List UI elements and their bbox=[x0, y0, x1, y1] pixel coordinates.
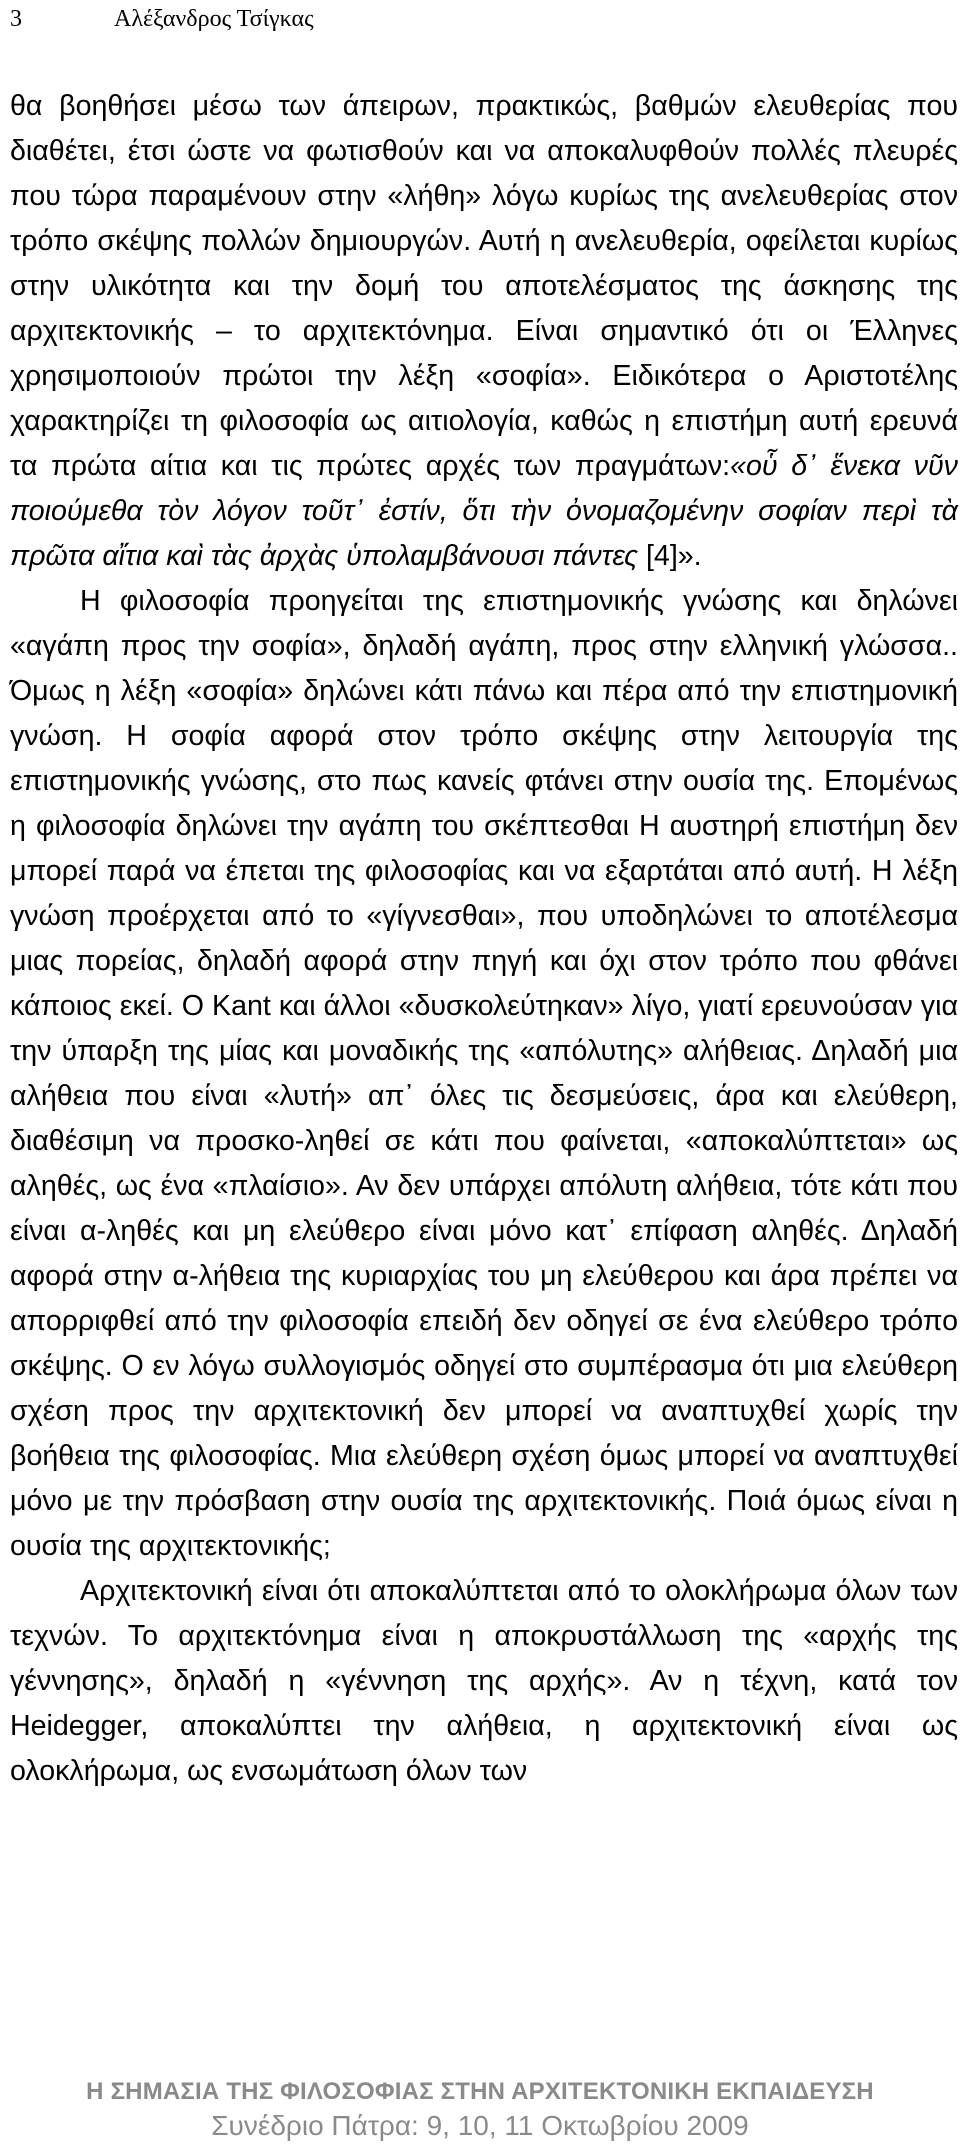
paragraph: Η φιλοσοφία προηγείται της επιστημονικής γνώσης και δηλώνει «αγάπη προς την σοφία», δηλαδή αγάπη, προς στην ελληνική γλώσσα.. Όμως η λέξη «σοφία» δηλώνει κάτι πάνω και πέρα από την επιστημονική γνώση. Η σοφία αφορά στον τρόπο σκέψης στην λειτουργία της επιστημονικής γνώσης, στο πως κανείς φτάνει στην ουσία της. Επομένως η φιλοσοφία δηλώνει την αγάπη του σκέπτεσθαι Η αυστηρή επιστήμη δεν μπορεί παρά να έπεται της φιλοσοφίας και να εξαρτάται από αυτή. Η λέξη γνώση προέρχεται από το «γίγνεσθαι», που υποδηλώνει το αποτέλεσμα μιας πορείας, δηλαδή αφορά στην πηγή και όχι στον τρόπο που φθάνει κάποιος εκεί. Ο Kant και άλλοι «δυσκολεύτηκαν» λίγο, γιατί ερευνούσαν για την ύπαρξη της μίας και μοναδικής της «απόλυτης» αλήθειας. Δηλαδή μια αλήθεια που είναι «λυτή» απ᾽ όλες τις δεσμεύσεις, άρα και ελεύθερη, διαθέσιμη να προσκο-ληθεί σε κάτι που φαίνεται, «αποκαλύπτεται» ως αληθές, ως ένα «πλαίσιο». Αν δεν υπάρχει απόλυτη αλήθεια, τότε κάτι που είναι α-ληθές και μη ελεύθερο είναι μόνο κατ᾽ επίφαση αληθές. Δηλαδή αφορά στην α-λήθεια της κυριαρχίας του μη ελεύθερου και άρα πρέπει να απορριφθεί από την φιλοσοφία επειδή δεν οδηγεί σε ένα ελεύθερο τρόπο σκέψης. Ο εν λόγω συλλογισμός οδηγεί στο συμπέρασμα ότι μια ελεύθερη σχέση προς την αρχιτεκτονική δεν μπορεί να αναπτυχθεί χωρίς την βοήθεια της φιλοσοφίας. Μια ελεύθερη σχέση όμως μπορεί να αναπτυχθεί μόνο με την πρόσβαση στην ουσία της αρχιτεκτονικής. Ποιά όμως είναι η ουσία της αρχιτεκτονικής; bbox=[10, 585, 958, 1562]
aristotle-quote: «οὗ δ᾽ ἕνεκα νῦν ποιούμεθα τὸν λόγον τοῦτ᾽ ἐστίν, ὅτι τὴν ὀνομαζομένην σοφίαν περὶ τὰ πρῶτα αἴτια καὶ τὰς ἀρχὰς ὑπολαμβάνουσι πάντες bbox=[10, 450, 958, 572]
footer-conference: Συνέδριο Πάτρα: 9, 10, 11 Οκτωβρίου 2009 bbox=[211, 2110, 749, 2141]
paragraph-text: θα βοηθήσει μέσω των άπειρων, πρακτικώς, βαθμών ελευθερίας που διαθέτει, έτσι ώστε να φωτισθούν και να αποκαλυφθούν πολλές πλευρές που τώρα παραμένουν στην «λήθη» λόγω κυρίως της ανελευθερίας στον τρόπο σκέψης πολλών δημιουργών. Αυτή η ανελευθερία, οφείλεται κυρίως στην υλικότητα και την δομή του αποτελέσματος της άσκησης της αρχιτεκτονικής – το αρχιτεκτόνημα. Είναι σημαντικό ότι οι Έλληνες χρησιμοποιούν πρώτοι την λέξη «σοφία». Ειδικότερα ο Αριστοτέλης χαρακτηρίζει τη φιλοσοφία ως αιτιολογία, καθώς η επιστήμη αυτή ερευνά τα πρώτα αίτια και τις πρώτες αρχές των πραγμάτων: bbox=[10, 90, 958, 482]
author-name: Αλέξανδρος Τσίγκας bbox=[114, 6, 314, 32]
document-body bbox=[10, 84, 958, 1794]
footer-title: Η ΣΗΜΑΣΙΑ ΤΗΣ ΦΙΛΟΣΟΦΙΑΣ ΣΤΗΝ ΑΡΧΙΤΕΚΤΟΝΙΚΗ ΕΚΠΑΙΔΕΥΣΗ bbox=[86, 2078, 874, 2105]
paragraph: Αρχιτεκτονική είναι ότι αποκαλύπτεται από το ολοκλήρωμα όλων των τεχνών. Το αρχιτεκτόνημα είναι η αποκρυστάλλωση της «αρχής της γέννησης», δηλαδή η «γέννηση της αρχής». Αν η τέχνη, κατά τον Heidegger, αποκαλύπτει την αλήθεια, η αρχιτεκτονική είναι ως ολοκλήρωμα, ως ενσωμάτωση όλων των bbox=[10, 1575, 958, 1787]
paragraph-continuation bbox=[10, 84, 958, 579]
citation-reference: [4]». bbox=[638, 540, 702, 572]
page-number: 3 bbox=[10, 6, 22, 32]
page-header bbox=[10, 6, 314, 33]
